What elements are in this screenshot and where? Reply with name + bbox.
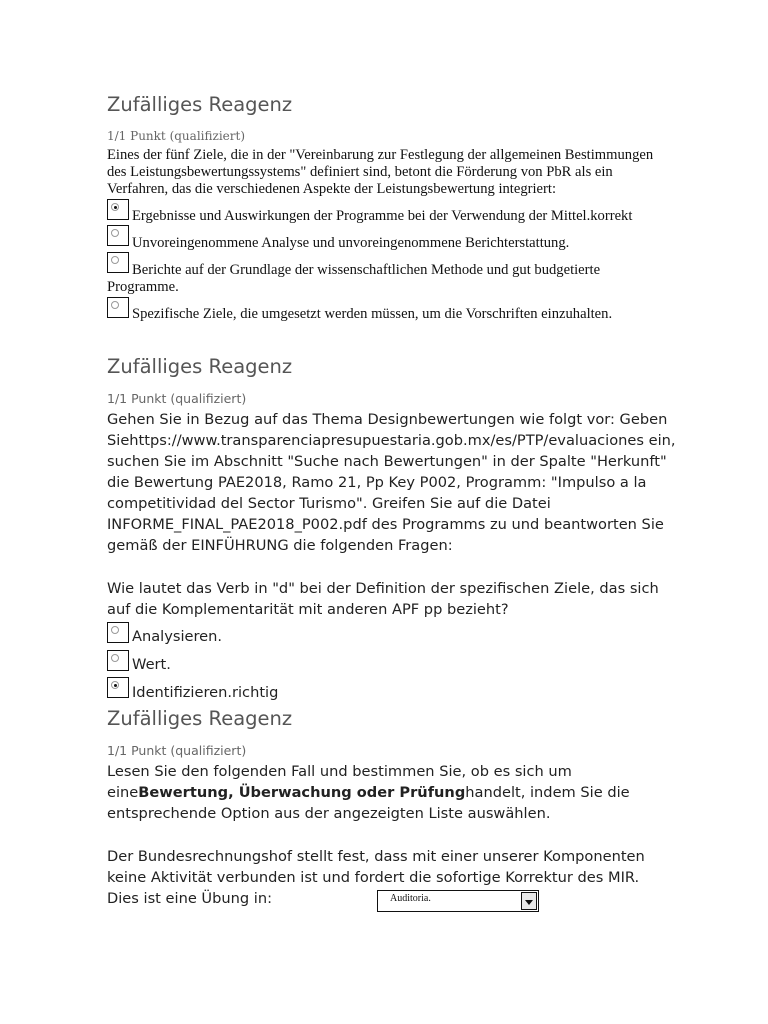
answer-select-value: Auditoria. [390,893,431,904]
radio-empty-icon [111,301,119,309]
radio-empty-icon [111,626,119,634]
q1-option-1-radio[interactable] [107,199,129,220]
question-2-text: Wie lautet das Verb in "d" bei der Definition der spezifischen Ziele, das sich auf die Komplementarität mit anderen APF pp bezieht? [107,580,659,618]
q1-option-2-label: Unvoreingenommene Analyse und unvoreingenommene Berichterstattung. [132,235,570,251]
question-2-intro: Gehen Sie in Bezug auf das Thema Designbewertungen wie folgt vor: Geben Siehttps://www.transparenciapresupuestaria.gob.mx/es/PTP/evaluaciones ein, suchen Sie im Abschnitt "Suche nach Bewertungen" in der Spalte "Herkunft" die Bewertung PAE2018, Ramo 21, Pp Key P002, Programm: "Impulso a la competitividad del Sector Turismo". Greifen Sie auf die Datei INFORME_FINAL_PAE2018_P002.pdf des Programms zu und beantworten Sie gemäß der EINFÜHRUNG die folgenden Fragen: [107,411,676,554]
q2-option-3-radio[interactable] [107,677,129,698]
question-1-heading: Zufälliges Reagenz [107,93,293,116]
radio-empty-icon [111,256,119,264]
question-1-text: Eines der fünf Ziele, die in der "Vereinbarung zur Festlegung der allgemeinen Bestimmungen des Leistungsbewertungssystems" definiert sind, betont die Förderung von PbR als ein Verfahren, das die verschiedenen Aspekte der Leistungsbewertung integriert: [107,147,654,197]
q1-option-4-label: Spezifische Ziele, die umgesetzt werden müssen, um die Vorschriften einzuhalten. [132,306,613,322]
q1-option-2-radio[interactable] [107,225,129,246]
question-3-intro-end: handelt, indem Sie die entsprechende Option aus der angezeigten Liste auswählen. [107,784,630,822]
answer-select[interactable] [377,890,539,912]
question-2-points: 1/1 Punkt (qualifiziert) [107,391,247,406]
q1-option-4-radio[interactable] [107,297,129,318]
q1-option-3-radio[interactable] [107,252,129,273]
question-1-points: 1/1 Punkt (qualifiziert) [107,129,245,143]
q2-option-2-radio[interactable] [107,650,129,671]
q2-option-1-label: Analysieren. [132,628,223,645]
radio-selected-icon [111,681,119,689]
question-3-intro-start: Lesen Sie den folgenden Fall und bestimmen Sie, ob es sich um eine [107,763,572,801]
q2-option-3-label: Identifizieren.richtig [132,684,279,701]
radio-selected-icon [111,203,119,211]
q2-option-2-label: Wert. [132,656,171,673]
question-3-intro-emphasis: Bewertung, Überwachung oder Prüfung [138,784,466,801]
radio-empty-icon [111,654,119,662]
chevron-down-icon[interactable] [521,892,537,910]
q1-option-3-label-continuation: Programme. [107,279,179,295]
question-3-heading: Zufälliges Reagenz [107,707,293,730]
q1-option-3-label: Berichte auf der Grundlage der wissenschaftlichen Methode und gut budgetierte [132,262,601,278]
question-3-case: Der Bundesrechnungshof stellt fest, dass mit einer unserer Komponenten keine Aktivität verbunden ist und fordert die sofortige Korrektur des MIR. Dies ist eine Übung in: [107,848,645,907]
question-3-intro [107,761,677,824]
q2-option-1-radio[interactable] [107,622,129,643]
q1-option-1-label: Ergebnisse und Auswirkungen der Programme bei der Verwendung der Mittel.korrekt [132,208,633,224]
question-3-points: 1/1 Punkt (qualifiziert) [107,743,247,758]
radio-empty-icon [111,229,119,237]
question-2-heading: Zufälliges Reagenz [107,355,293,378]
